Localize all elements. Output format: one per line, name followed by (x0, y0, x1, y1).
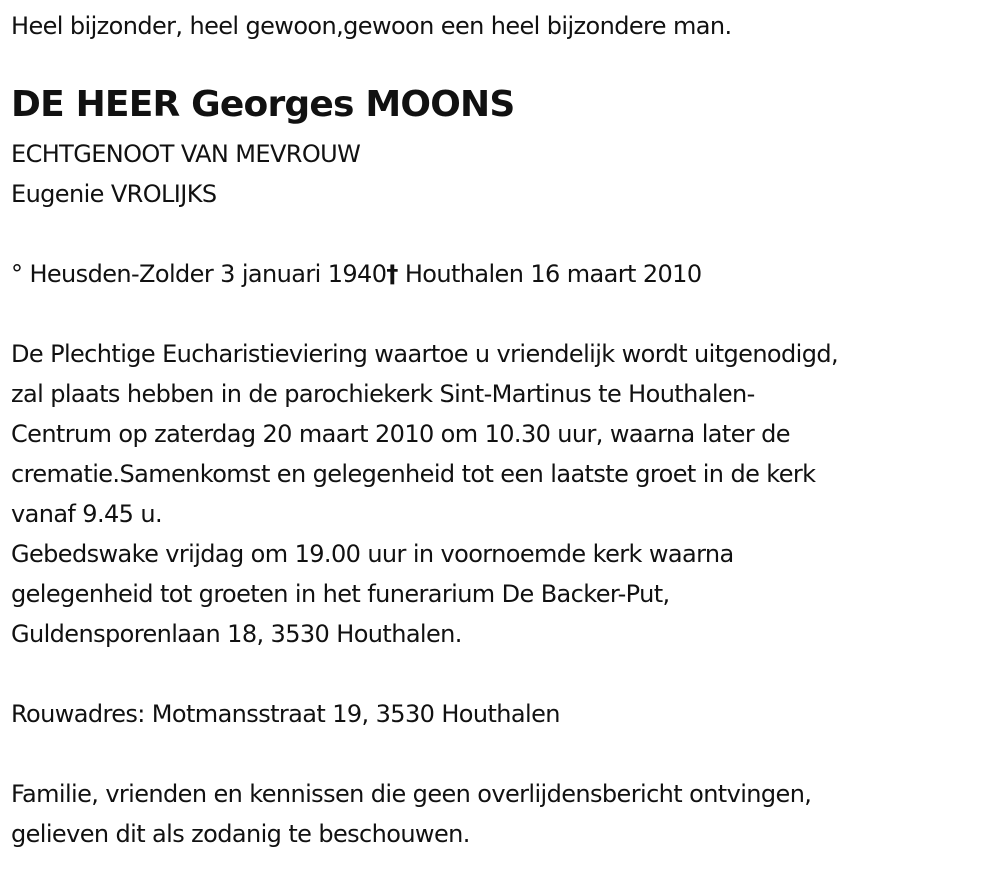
death-date: Houthalen 16 maart 2010 (404, 260, 702, 288)
ceremony-line: crematie.Samenkomst en gelegenheid tot een laatste groet in de kerk (11, 460, 816, 488)
cross-icon: † (386, 260, 398, 288)
vigil-line: Guldensporenlaan 18, 3530 Houthalen. (11, 620, 462, 648)
spouse-title: ECHTGENOOT VAN MEVROUW (11, 140, 361, 168)
motto-text: Heel bijzonder, heel gewoon,gewoon een heel bijzondere man. (11, 12, 732, 40)
birth-date: Heusden-Zolder 3 januari 1940 (29, 260, 387, 288)
birth-symbol: ° (11, 260, 23, 288)
family-paragraph (11, 774, 811, 854)
deceased-name: DE HEER Georges MOONS (11, 84, 515, 125)
mourning-address: Rouwadres: Motmansstraat 19, 3530 Houthalen (11, 700, 560, 728)
ceremony-line: vanaf 9.45 u. (11, 500, 163, 528)
family-line: gelieven dit als zodanig te beschouwen. (11, 820, 470, 848)
vigil-line: Gebedswake vrijdag om 19.00 uur in voornoemde kerk waarna (11, 540, 734, 568)
ceremony-line: Centrum op zaterdag 20 maart 2010 om 10.30 uur, waarna later de (11, 420, 790, 448)
ceremony-line: De Plechtige Eucharistieviering waartoe u vriendelijk wordt uitgenodigd, (11, 340, 839, 368)
spouse-name: Eugenie VROLIJKS (11, 180, 217, 208)
ceremony-paragraph (11, 334, 838, 534)
vigil-line: gelegenheid tot groeten in het funerarium De Backer-Put, (11, 580, 670, 608)
vigil-paragraph (11, 534, 734, 654)
family-line: Familie, vrienden en kennissen die geen overlijdensbericht ontvingen, (11, 780, 812, 808)
ceremony-line: zal plaats hebben in de parochiekerk Sint-Martinus te Houthalen- (11, 380, 755, 408)
life-dates (11, 254, 702, 294)
